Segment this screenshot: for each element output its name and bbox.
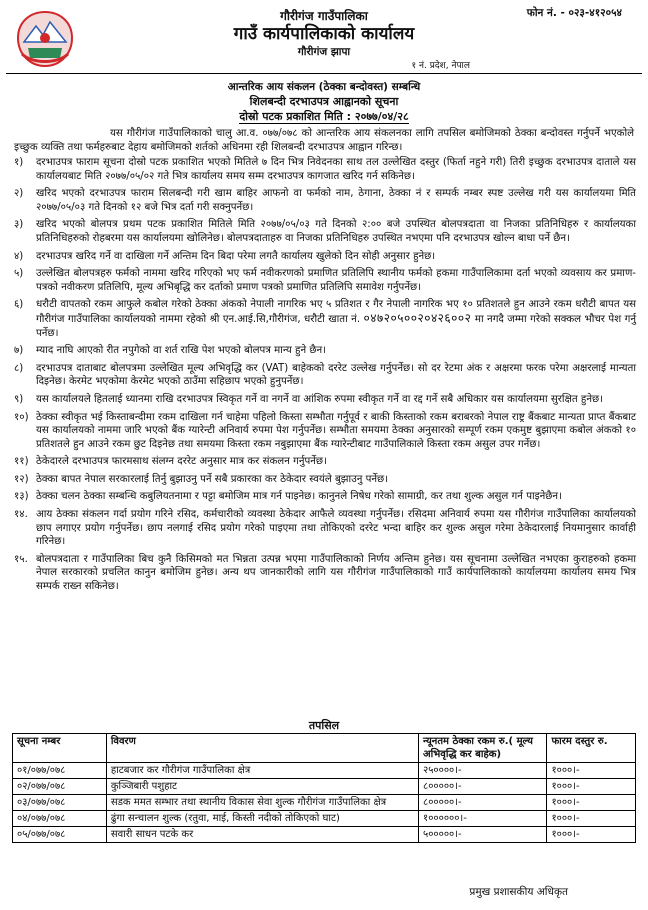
municipality-name: गौरीगंज गाउँपालिका <box>280 9 368 23</box>
subject-line-1: आन्तरिक आय संकलन (ठेक्का बन्दोवस्त) सम्बन्धि <box>227 81 421 93</box>
list-item: ६) धरौटी वापतको रकम आफुले कबोल गरेको ठेक्का अंकको नेपाली नागरिक भए ५ प्रतिशत र गैर नेपाली नागरिक भए १० प्रतिशतले हुन आउने रकम धरौटी बापत यस गौरीगंज गाउँपालिका कार्यालयको नाममा रहेको श्री एन.आई.सि,गौरीगंज, धरौटी खाता नं. ०४७२०५००२०४२६००२ मा नगदै जम्मा गरेको सक्कल भौचर पेश गर्नु पर्नेछ। <box>14 299 636 339</box>
office-location: गौरीगंज झापा <box>297 46 351 58</box>
conditions-list <box>14 156 636 598</box>
table-row: ०३/०७७/०७८ सडक ममत सम्भार तथा स्थानीय विकास सेवा शुल्क गौरीगंज गाउँपालिका क्षेत्र ८०००००।- १०००।- <box>13 795 636 811</box>
intro-text: यस गौरीगंज गाउँपालिकाको चालु आ.व. ०७७/०७८ को आन्तरिक आय संकलनका लागि तपसिल बमोजिमको ठेक्का बन्दोवस्त गर्नुपर्ने भएकोले इच्छुक व्यक्ति तथा फर्महरुबाट देहाय बमोजिमको शर्तको अधिनमा रही शिलबन्दी दरभाउपत्र आह्वान गरिन्छ। <box>14 128 634 153</box>
table-row: ०१/०७७/०७८ हाटबजार कर गौरीगंज गाउँपालिका क्षेत्र २५००००।- १०००।- <box>13 763 636 779</box>
list-item: ३) खरिद भएको बोलपत्र प्रथम पटक प्रकाशित मितिले मिति २०७७/०५/०३ गते दिनको २:०० बजे उपस्थित बोलपत्रदाता वा निजका प्रतिनिधिहरु र कार्यालयका प्रतिनिधिहरुको रोहबरमा यस कार्यालयमा खोलिनेछ। बोलपत्रदाताहरु वा निजका प्रतिनिधिहरु उपस्थित नभएमा पनि दरभाउपत्र खोल्न बाधा पर्ने छैन। <box>14 219 636 244</box>
header-divider <box>6 73 642 74</box>
list-item: १) दरभाउपत्र फाराम सूचना दोस्रो पटक प्रकाशित भएको मितिले ७ दिन भित्र निवेदनका साथ तल उल्लेखित दस्तुर (फिर्ता नहुने गरी) तिरी इच्छुक दरभाउपत्र दाताले यस कार्यालयबाट मिति २०७७/०५/०२ गते भित्र कार्यालय समय सम्म दरभाउपत्र कागजात खरिद गर्न सकिनेछ। <box>14 157 636 182</box>
table-row: ०४/०७७/०७८ ढुंगा सन्चालन शुल्क (रतुवा, माई, किस्ती नदीको तोकिएको घाट) १००००००।- १०००।- <box>13 811 636 827</box>
signatory-title: प्रमुख प्रशासकीय अधिकृत <box>469 886 568 898</box>
list-item: १४. आय ठेक्का संकलन गर्दा प्रयोग गरिने रसिद, कर्मचारीको व्यवस्था ठेकेदार आफैले व्यवस्था गर्नुपर्नेछ। रसिदमा अनिवार्य रुपमा यस गौरीगंज गाउँपालिका कार्यालयको छाप लगाएर प्रयोग गर्नुपर्नेछ। छाप नलगाई रसिद प्रयोग गरेको पाइएमा तथा तोकिएको दररेट भन्दा बाहिर कर शुल्क असुल गरेमा ठेकेदारलाई नियमानुसार कार्वाही गरिनेछ। <box>14 509 636 548</box>
list-item: १३) ठेक्का चलन ठेक्का सम्बन्धि कबुलियतनामा र पट्टा बमोजिम मात्र गर्न पाइनेछ। कानुनले निषेध गरेको सामाग्री, कर तथा शुल्क असुल गर्न पाइनेछैन। <box>14 491 562 503</box>
list-item: ५) उल्लेखित बोलपत्रहरु फर्मको नाममा खरिद गरिएको भए फर्म नवीकरणको प्रमाणित प्रतिलिपि स्थानीय फर्मको हकमा गाउँपालिकामा दर्ता भएको व्यवसाय कर प्रमाण-पत्रको नवीकरण प्रतिलिपि, मूल्य अभिबृद्धि कर दर्ताको प्रमाण पत्रको प्रमाणित प्रतिलिपि समावेश गर्नुपर्नेछ। <box>14 268 636 293</box>
list-item: ८) दरभाउपत्र दाताबाट बोलपत्रमा उल्लेखित मूल्य अभिवृद्धि कर (VAT) बाहेकको दररेट उल्लेख गर्नुपर्नेछ। सो दर रेटमा अंक र अक्षरमा फरक परेमा अक्षरलाई मान्यता दिइनेछ। केरमेट भएकोमा केरमेट भएको ठाउँमा सहिछाप भएको हुनुपर्नेछ। <box>14 362 636 388</box>
list-item: १५. बोलपत्रदाता र गाउँपालिका बिच कुनै किसिमको मत भिन्नता उत्पन्न भएमा गाउँपालिकाको निर्णय अन्तिम हुनेछ। यस सूचनामा उल्लेखित नभएका कुराहरुको हकमा नेपाल सरकारको प्रचलित कानुन बमोजिम हुनेछ। अन्य थप जानकारीको लागि यस गौरीगंज गाउँपालिकाको गाउँ कार्यपालिकाको कार्यालयमा कार्यालय समय भित्र सम्पर्क राख्न सकिनेछ। <box>14 553 636 593</box>
intro-paragraph <box>14 127 634 154</box>
col-description: विवरण <box>106 734 418 763</box>
table-row: ०५/०७७/०७८ सवारी साधन पटके कर ५०००००।- १०००।- <box>13 827 636 843</box>
province-line: १ नं. प्रदेश, नेपाल <box>411 61 470 71</box>
list-item: ७) म्याद नाघि आएको रीत नपुगेको वा शर्त राखि पेश भएको बोलपत्र मान्य हुने छैन। <box>14 345 326 357</box>
table-row: ०२/०७७/०७८ कुञ्जिबारी पशुहाट ८०००००।- १०००।- <box>13 779 636 795</box>
publish-date: दोस्रो पटक प्रकाशित मिति : २०७७/०४/२८ <box>239 110 409 123</box>
list-item: २) खरिद भएको दरभाउपत्र फाराम सिलबन्दी गरी खाम बाहिर आफनो वा फर्मको नाम, ठेगाना, ठेक्का नं र सम्पर्क नम्बर स्पष्ट उल्लेख गरी यस कार्यालयमा मिति २०७७/०५/०३ गते दिनको १२ बजे भित्र दर्ता गरी सक्नुपर्नेछ। <box>14 188 636 213</box>
col-min-amount: न्यूनतम ठेक्का रकम रु.( मूल्य अभिवृद्धि कर बाहेक) <box>419 734 547 763</box>
list-item: ४) दरभाउपत्र खरिद गर्ने वा दाखिला गर्ने अन्तिम दिन बिदा परेमा लगतै कार्यालय खुलेको दिन सोही अनुसार हुनेछ। <box>14 250 436 262</box>
list-item: ९) यस कार्यालयले हितलाई ध्यानमा राखि दरभाउपत्र स्विकृत गर्ने वा नगर्ने वा आंशिक रुपमा स्वीकृत गर्ने वा रद्द गर्ने सबै अधिकार यस कार्यालयमा सुरक्षित हुनेछ। <box>14 393 603 405</box>
list-item: १२) ठेक्का बापत नेपाल सरकारलाई तिर्नु बुझाउनु पर्ने सबै प्रकारका कर ठेकेदार स्वयंले बुझाउनु पर्नेछ। <box>14 473 389 485</box>
subject-line-2: शिलबन्दी दरभाउपत्र आह्वानको सूचना <box>249 95 399 108</box>
schedule-title: तपसिल <box>308 719 340 732</box>
office-name: गाउँ कार्यपालिकाको कार्यालय <box>233 24 415 44</box>
subject-line-3 <box>0 109 648 124</box>
list-item: ११) ठेकेदारले दरभाउपत्र फारमसाथ संलग्न दररेट अनुसार मात्र कर संकलन गर्नुपर्नेछ। <box>14 456 327 468</box>
col-form-fee: फारम दस्तुर रु. <box>547 734 636 763</box>
account-number: ०४७२०५००२०४२६००२ <box>363 310 472 325</box>
office-header <box>0 8 648 59</box>
col-notice-number: सूचना नम्बर <box>13 734 107 763</box>
table-header-row <box>13 734 636 763</box>
phone-number: फोन नं. - ०२३-४१२०५४ <box>526 7 622 19</box>
list-item: १०) ठेक्का स्वीकृत भई किस्ताबन्दीमा रकम दाखिला गर्न चाहेमा पहिलो किस्ता सम्भौता गर्नुपूर्व र बाकी किस्ताको रकम बराबरको नेपाल राष्ट्र बैंकबाट मान्यता प्राप्त बैंकबाट यस कार्यालयको नाममा जारि भएको बैंक ग्यारेन्टी अनिवार्य रुपमा पेश गर्नुपर्नेछ। सम्भौता समयमा ठेक्का अनुसारको सम्पूर्ण रकम एकमुष्ट बुझाएमा कबोल अंकको १० प्रतिशतले हुन आउने रकम छुट दिइनेछ तथा समयमा किस्ता रकम नबुझाएमा बैंक ग्यारेन्टीबाट गाउँपालिकाले किस्ता रकम असुल उपर गर्नेछ। <box>14 411 636 450</box>
schedule-table <box>12 733 636 843</box>
